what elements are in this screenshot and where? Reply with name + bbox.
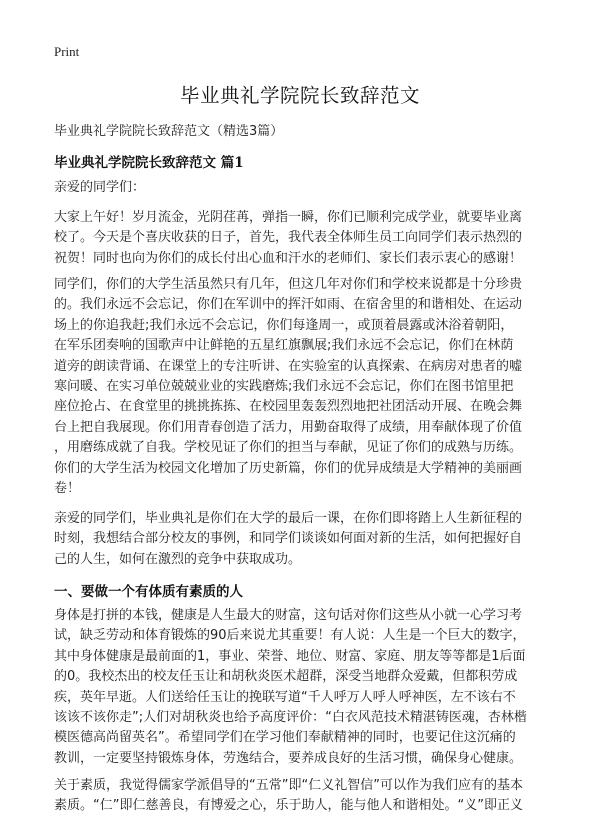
paragraph-line: ，用磨练成就了自我。学校见证了你们的担当与奉献，见证了你们的成熟与历练。	[54, 440, 523, 456]
paragraph-line: 卷！	[54, 481, 81, 497]
paragraph-line: 该该不该你走”;人们对胡秋炎也给予高度评价：“白衣风范技术精湛铸医魂，杏林楷	[54, 710, 527, 726]
paragraph-line: 时刻，我想结合部分校友的事例，和同学们谈谈如何面对新的生活，如何把握好自	[54, 531, 523, 547]
paragraph-line: 亲爱的同学们，毕业典礼是你们在大学的最后一课，在你们即将踏上人生新征程的	[54, 511, 523, 526]
paragraph-line: 试，缺乏劳动和体育锻炼的90后来说尤其重要！有人说：人生是一个巨大的数字，	[54, 628, 526, 644]
section-heading: 一、要做一个有体质有素质的人	[54, 584, 243, 600]
paragraph-last-lesson	[54, 509, 550, 570]
paragraph-line: 模医德高尚留英名”。希望同学们在学习他们奉献精神的同时，也要记住这沉痛的	[54, 730, 516, 746]
paragraph-line: 其中身体健康是最前面的1，事业、荣誉、地位、财富、家庭、朋友等等都是1后面	[54, 648, 526, 664]
paragraph-line: 校了。今天是个喜庆收获的日子，首先，我代表全体师生员工向同学们表示热烈的	[54, 230, 523, 246]
paragraph-line: 在军乐团奏响的国歌声中让鲜艳的五星红旗飘展;我们永远不会忘记，你们在林荫	[54, 338, 514, 354]
paragraph-opening	[54, 208, 550, 269]
article-heading: 毕业典礼学院院长致辞范文 篇1	[54, 155, 244, 171]
paragraph-line: 座位抢占、在食堂里的挑挑拣拣、在校园里轰轰烈烈地把社团活动开展、在晚会舞	[54, 399, 523, 415]
paragraph-line: 素质。“仁”即仁慈善良，有博爱之心，乐于助人，能与他人和谐相处。“义”即正义	[54, 798, 523, 814]
paragraph-line: 道旁的朗读背诵、在课堂上的专注听讲、在实验室的认真探索、在病房对患者的嘘	[54, 358, 523, 374]
paragraph-line: 的。我们永远不会忘记，你们在军训中的挥汗如雨、在宿舍里的和谐相处、在运动	[54, 297, 523, 313]
paragraph-line: 你们的大学生活为校园文化增加了历史新篇，你们的优异成绩是大学精神的美丽画	[54, 460, 523, 476]
paragraph-qualities	[54, 776, 550, 817]
document-subtitle: 毕业典礼学院院长致辞范文（精选3篇）	[54, 124, 284, 139]
paragraph-line: 寒问暖、在实习单位兢兢业业的实践磨炼;我们永远不会忘记，你们在图书馆里把	[54, 379, 514, 395]
paragraph-line: 大家上午好！岁月流金，光阴荏苒，弹指一瞬，你们已顺利完成学业，就要毕业离	[54, 210, 523, 225]
page-title: 毕业典礼学院院长致辞范文	[179, 84, 420, 107]
paragraph-line: 同学们，你们的大学生活虽然只有几年，但这几年对你们和学校来说都是十分珍贵	[54, 277, 523, 292]
paragraph-line: 己的人生，如何在激烈的竞争中获取成功。	[54, 551, 302, 567]
paragraph-line: 的0。我校杰出的校友任玉让和胡秋炎医术超群，深受当地群众爱戴，但都积劳成	[54, 669, 518, 685]
paragraph-line: 场上的你追我赶;我们永远不会忘记，你们每逢周一，或顶着晨露或沐浴着朝阳，	[54, 317, 514, 333]
paragraph-line: 关于素质，我觉得儒家学派倡导的“五常”即“仁义礼智信”可以作为我们应有的基本	[54, 778, 523, 793]
greeting-text: 亲爱的同学们：	[54, 180, 146, 195]
paragraph-line: 台上把自我展现。你们用青春创造了活力，用勤奋取得了成绩，用奉献体现了价值	[54, 419, 523, 435]
paragraph-memories	[54, 275, 550, 499]
paragraph-line: 祝贺！同时也向为你们的成长付出心血和汗水的老师们、家长们表示衷心的感谢！	[54, 250, 523, 266]
print-label: Print	[54, 44, 80, 59]
paragraph-health	[54, 606, 550, 769]
paragraph-line: 教训，一定要坚持锻炼身体，劳逸结合，要养成良好的生活习惯，确保身心健康。	[54, 750, 523, 766]
paragraph-line: 疾，英年早逝。人们送给任玉让的挽联写道“千人呼万人呼人呼神医，左不该右不	[54, 689, 516, 705]
paragraph-line: 身体是打拼的本钱，健康是人生最大的财富，这句话对你们这些从小就一心学习考	[54, 608, 523, 623]
